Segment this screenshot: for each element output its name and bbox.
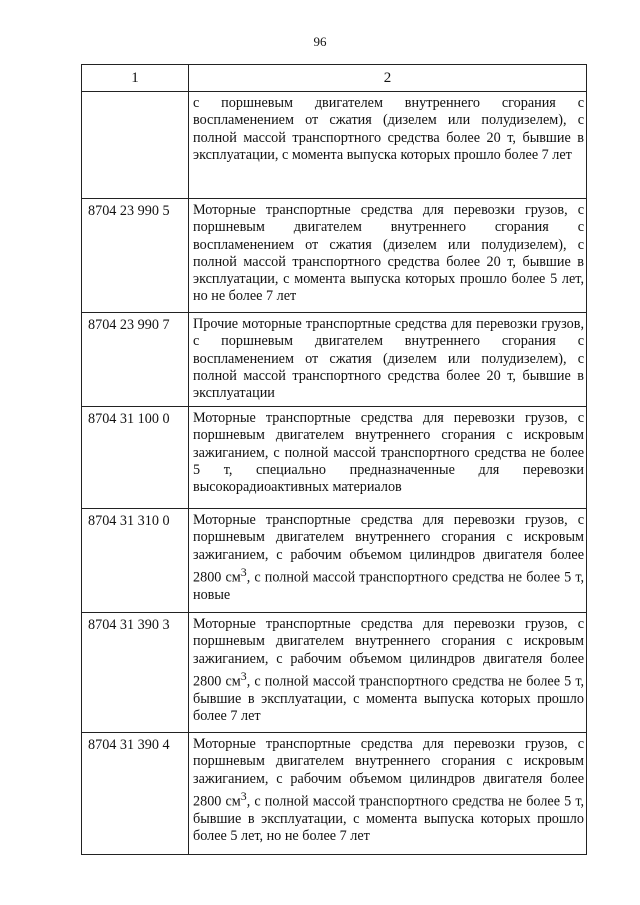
description-text: , с полной массой транспортного средства не более 5 т, бывшие в эксплуатации, с момента выпуска которых прошло более 7 лет [193, 673, 584, 725]
description-cell: Моторные транспортные средства для перевозки грузов, с поршневым двигателем внутреннего сгорания с искровым зажиганием, с полной массой транспортного средства не более 5 т, специально предназначенные для перевозки высокорадиоактивных материалов [189, 407, 587, 509]
code-cell: 8704 31 100 0 [82, 407, 189, 509]
code-cell: 8704 31 390 4 [82, 733, 189, 855]
table-row [82, 92, 587, 199]
description-cell: Моторные транспортные средства для перевозки грузов, с поршневым двигателем внутреннего сгорания с воспламенением от сжатия (дизелем или полудизелем), с полной массой транспортного средства более 20 т, бывшие в эксплуатации, с момента выпуска которых прошло более 5 лет, но не более 7 лет [189, 199, 587, 313]
description-cell [189, 613, 587, 733]
table-row [82, 613, 587, 733]
table-row [82, 199, 587, 313]
description-cell [189, 733, 587, 855]
code-cell [82, 92, 189, 199]
description-text: , с полной массой транспортного средства не более 5 т, новые [193, 569, 584, 603]
table-row [82, 407, 587, 509]
table-row [82, 313, 587, 407]
description-cell: Прочие моторные транспортные средства для перевозки грузов, с поршневым двигателем внутреннего сгорания с воспламенением от сжатия (дизелем или полудизелем), с полной массой транспортного средства более 20 т, бывшие в эксплуатации [189, 313, 587, 407]
code-cell: 8704 31 390 3 [82, 613, 189, 733]
description-cell: с поршневым двигателем внутреннего сгорания с воспламенением от сжатия (дизелем или полудизелем), с полной массой транспортного средства более 20 т, бывшие в эксплуатации, с момента выпуска которых прошло более 7 лет [189, 92, 587, 199]
customs-code-table [81, 64, 587, 855]
code-cell: 8704 31 310 0 [82, 509, 189, 613]
superscript: 3 [240, 668, 247, 683]
description-text: , с полной массой транспортного средства не более 5 т, бывшие в эксплуатации, с момента выпуска которых прошло более 5 лет, но не более 7 лет [193, 793, 584, 845]
column-header-description: 2 [189, 65, 587, 92]
column-header-code: 1 [82, 65, 189, 92]
page-number: 96 [313, 34, 327, 49]
table-row [82, 733, 587, 855]
code-cell: 8704 23 990 5 [82, 199, 189, 313]
table-row [82, 509, 587, 613]
description-cell [189, 509, 587, 613]
superscript: 3 [240, 564, 247, 579]
table-header-row [82, 65, 587, 92]
superscript: 3 [240, 788, 247, 803]
description-text: Моторные транспортные средства для перевозки грузов, с поршневым двигателем внутреннего сгорания с искровым зажиганием, с рабочим объемом цилиндров двигателя более 2800 см [193, 512, 584, 586]
description-text: Моторные транспортные средства для перевозки грузов, с поршневым двигателем внутреннего сгорания с искровым зажиганием, с рабочим объемом цилиндров двигателя более 2800 см [193, 616, 584, 690]
code-cell: 8704 23 990 7 [82, 313, 189, 407]
description-text: Моторные транспортные средства для перевозки грузов, с поршневым двигателем внутреннего сгорания с искровым зажиганием, с рабочим объемом цилиндров двигателя более 2800 см [193, 736, 584, 810]
